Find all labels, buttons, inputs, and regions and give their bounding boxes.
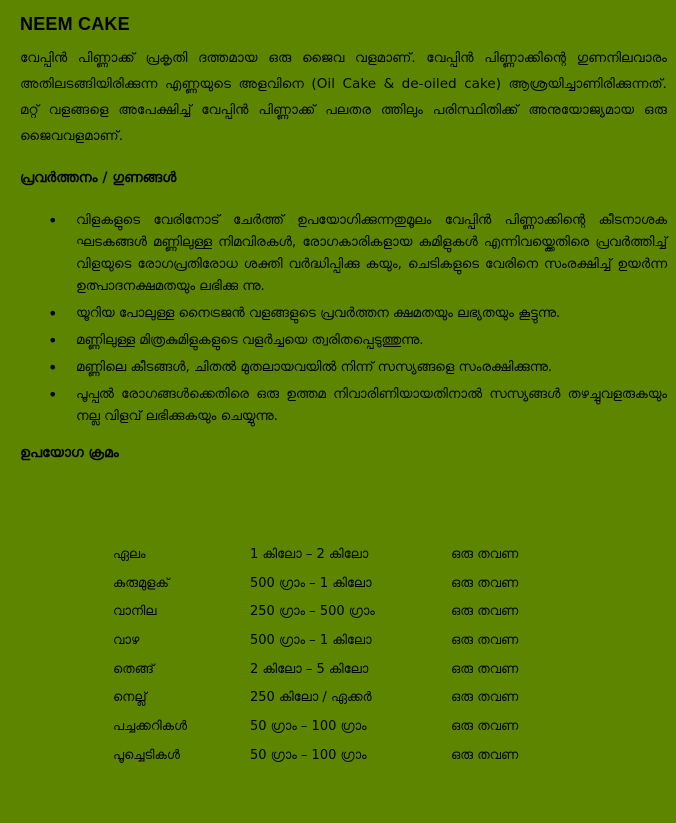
usage-heading: ഉപയോഗ ക്രമം — [20, 445, 119, 461]
frequency-cell: ഒരു തവണ — [451, 718, 519, 734]
bullet-icon: • — [48, 331, 58, 350]
page-title: NEEM CAKE — [20, 14, 130, 34]
quantity-cell: 500 ഗ്രാം – 1 കിലോ — [250, 575, 372, 591]
bullet-icon: • — [48, 385, 58, 404]
table-row — [113, 626, 571, 655]
benefit-item — [48, 210, 667, 298]
intro-paragraph: വേപ്പിൻ പിണ്ണാക്ക് പ്രകൃതി ദത്തമായ ഒരു ജൈവ വളമാണ്. വേപ്പിൻ പിണ്ണാക്കിന്റെ ഗുണനിലവാരം അതിലടങ്ങിയിരിക്കുന്ന എണ്ണയുടെ അളവിനെ (Oil Cake & de-oiled cake) ആശ്രയിച്ചാണിരിക്കുന്നത്. മറ്റ് വളങ്ങളെ അപേക്ഷിച്ച് വേപ്പിൻ പിണ്ണാക്ക് പലതര ത്തിലും പരിസ്ഥിതിക്ക് അനുയോജ്യമായ ഒരു ജൈവവളമാണ്. — [20, 50, 667, 144]
bullet-icon: • — [48, 358, 58, 377]
frequency-cell: ഒരു തവണ — [451, 661, 519, 677]
benefit-text: പൂപ്പൽ രോഗങ്ങൾക്കെതിരെ ഒരു ഉത്തമ നിവാരിണിയായതിനാൽ സസ്യങ്ങൾ തഴച്ചുവളരുകയും നല്ല വിളവ് ലഭിക്കുകയും ചെയ്യുന്നു. — [76, 387, 667, 424]
table-row — [113, 712, 571, 741]
quantity-cell: 2 കിലോ – 5 കിലോ — [250, 661, 369, 677]
quantity-cell: 500 ഗ്രാം – 1 കിലോ — [250, 632, 372, 648]
bullet-icon: • — [48, 211, 58, 230]
crop-cell: വാഴ — [113, 632, 140, 648]
table-row — [113, 597, 571, 626]
table-row — [113, 569, 571, 598]
benefit-text: യൂറിയ പോലുള്ള നൈട്രജൻ വളങ്ങളുടെ പ്രവർത്തന ക്ഷമതയും ലഭ്യതയും കൂട്ടുന്നു. — [76, 306, 561, 321]
frequency-cell: ഒരു തവണ — [451, 575, 519, 591]
crop-cell: പച്ചക്കറികൾ — [113, 718, 188, 734]
frequency-cell: ഒരു തവണ — [451, 632, 519, 648]
table-row — [113, 540, 571, 569]
frequency-cell: ഒരു തവണ — [451, 690, 519, 706]
crop-cell: നെല്ല് — [113, 690, 147, 706]
benefits-heading: പ്രവർത്തനം / ഗുണങ്ങൾ — [20, 170, 177, 186]
crop-cell: തെങ്ങ് — [113, 661, 154, 677]
quantity-cell: 50 ഗ്രാം – 100 ഗ്രാം — [250, 718, 367, 734]
table-row — [113, 655, 571, 684]
benefit-item — [48, 330, 667, 352]
frequency-cell: ഒരു തവണ — [451, 604, 519, 620]
benefit-text: വിളകളുടെ വേരിനോട് ചേർത്ത് ഉപയോഗിക്കുന്നതുമൂലം വേപ്പിൻ പിണ്ണാക്കിന്റെ കീടനാശക ഘടകങ്ങൾ മണ്ണിലുള്ള നിമവിരകൾ, രോഗകാരികളായ കുമിളുകൾ എന്നിവയ്ക്കെതിരെ പ്രവർത്തിച്ച് വിളയുടെ രോഗപ്രതിരോധ ശക്തി വർദ്ധിപ്പിക്കു കയും, ചെടികളുടെ വേരിനെ സംരക്ഷിച്ച് ഉയർന്ന ഉത്പാദനക്ഷമതയും ലഭിക്കു ന്നു. — [76, 213, 667, 294]
crop-cell: കുരുമുളക് — [113, 575, 170, 591]
quantity-cell: 50 ഗ്രാം – 100 ഗ്രാം — [250, 747, 367, 763]
benefit-item — [48, 384, 667, 428]
table-row — [113, 683, 571, 712]
benefits-list — [20, 210, 667, 428]
bullet-icon: • — [48, 304, 58, 323]
benefit-text: മണ്ണിലുള്ള മിത്രകുമിളുകളുടെ വളർച്ചയെ ത്വരിതപ്പെടുത്തുന്നു. — [76, 333, 424, 348]
benefit-item — [48, 357, 667, 379]
table-row — [113, 741, 571, 770]
benefit-text: മണ്ണിലെ കീടങ്ങൾ, ചിതൽ മുതലായവയിൽ നിന്ന് സസ്യങ്ങളെ സംരക്ഷിക്കുന്നു. — [76, 360, 553, 375]
crop-cell: വാനില — [113, 604, 157, 620]
quantity-cell: 250 ഗ്രാം – 500 ഗ്രാം — [250, 604, 375, 620]
frequency-cell: ഒരു തവണ — [451, 747, 519, 763]
benefit-item — [48, 303, 667, 325]
quantity-cell: 250 കിലോ / ഏക്കർ — [250, 690, 372, 706]
crop-cell: ഏലം — [113, 546, 146, 562]
frequency-cell: ഒരു തവണ — [451, 546, 519, 562]
quantity-cell: 1 കിലോ – 2 കിലോ — [250, 546, 369, 562]
usage-table — [113, 540, 571, 770]
crop-cell: പൂച്ചെടികൾ — [113, 747, 180, 763]
